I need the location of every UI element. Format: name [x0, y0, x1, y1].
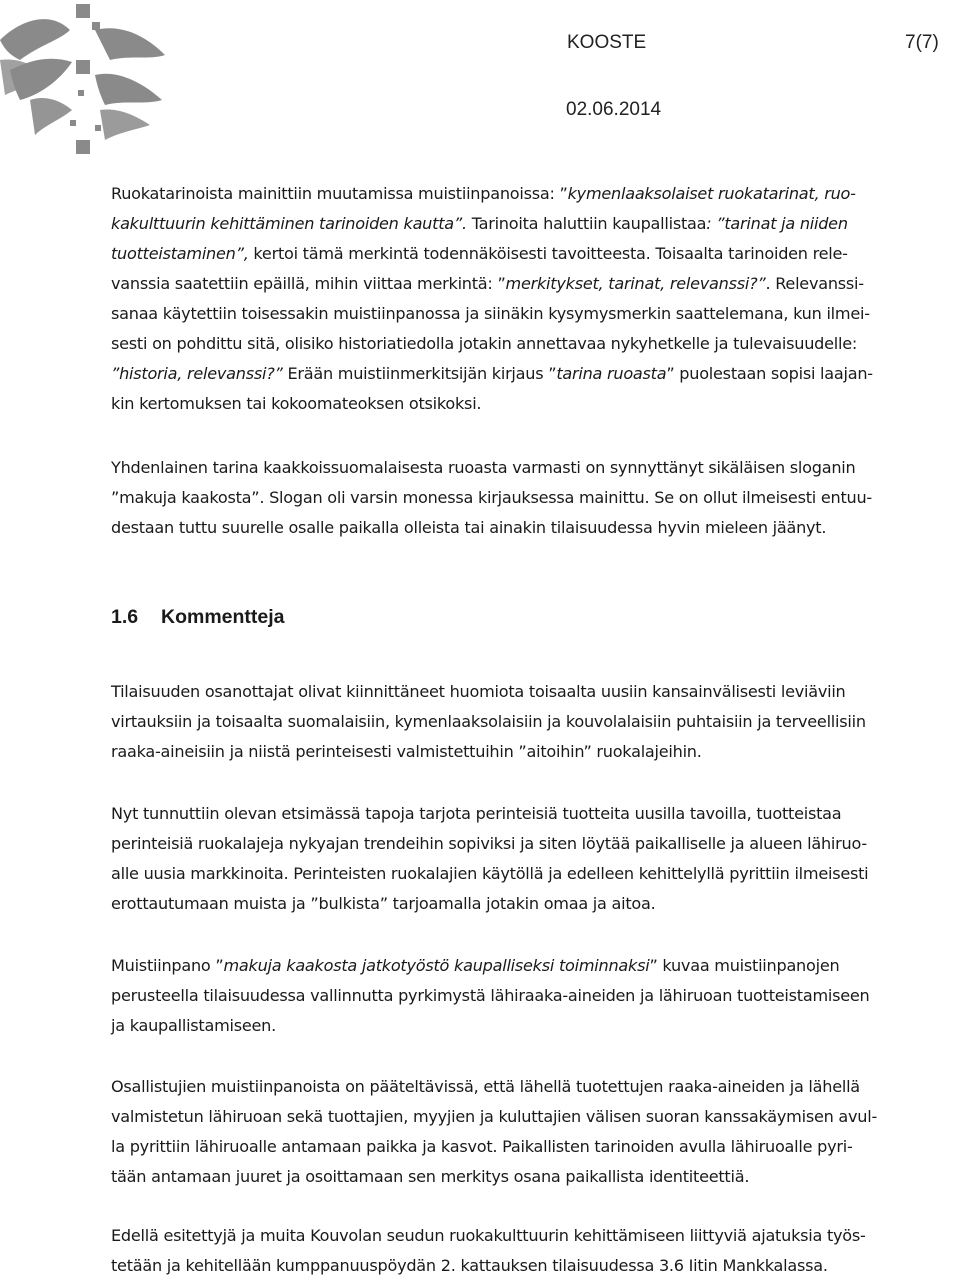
- text-line: vanssia saatettiin epäillä, mihin viittaa merkintä: ”merkitykset, tarinat, relevanssi?”. Relevanssi-: [111, 274, 864, 293]
- text-line: tetään ja kehitellään kumppanuuspöydän 2. kattauksen tilaisuudessa 3.6 Iitin Mankkalassa.: [111, 1256, 828, 1275]
- section-heading: [111, 606, 285, 629]
- document-title: KOOSTE: [567, 32, 647, 53]
- text-line: sanaa käytettiin toisessakin muistiinpanossa ja siinäkin kysymysmerkin saattelemana, kun ilmei-: [111, 304, 870, 323]
- text-line: tuotteistaminen”, kertoi tämä merkintä todennäköisesti tavoitteesta. Toisaalta tarinoiden rele-: [111, 244, 848, 263]
- text-line: Nyt tunnuttiin olevan etsimässä tapoja tarjota perinteisiä tuotteita uusilla tavoilla, tuotteistaa: [111, 804, 842, 823]
- paragraph-tarinat: [111, 179, 959, 419]
- text-line: virtauksiin ja toisaalta suomalaisiin, kymenlaaksolaisiin ja kouvolalaisiin puhtaisiin ja terveellisiin: [111, 712, 866, 731]
- text-line: Tilaisuuden osanottajat olivat kiinnittäneet huomiota toisaalta uusiin kansainvälisesti leviäviin: [111, 682, 846, 701]
- text-line: destaan tuttu suurelle osalle paikalla olleista tai ainakin tilaisuudessa hyvin mieleen jäänyt.: [111, 518, 827, 537]
- paragraph-slogan: [111, 453, 959, 543]
- paragraph-muistiinpano: [111, 951, 959, 1041]
- paragraph-tuotteistaminen: [111, 799, 959, 919]
- text-line: Edellä esitettyjä ja muita Kouvolan seudun ruokakulttuurin kehittämiseen liittyviä ajatuksia työs-: [111, 1226, 866, 1245]
- text-line: valmistetun lähiruoan sekä tuottajien, myyjien ja kuluttajien välisen suoran kanssakäymisen avul-: [111, 1107, 878, 1126]
- text-line: perusteella tilaisuudessa vallinnutta pyrkimystä lähiraaka-aineiden ja lähiruoan tuotteistamiseen: [111, 986, 870, 1005]
- paragraph-osallistujat: [111, 1072, 959, 1192]
- text-line: kin kertomuksen tai kokoomateoksen otsikoksi.: [111, 394, 482, 413]
- text-line: Osallistujien muistiinpanoista on pääteltävissä, että lähellä tuotettujen raaka-aineiden ja lähellä: [111, 1077, 860, 1096]
- text-line: tään antamaan juuret ja osoittamaan sen merkitys osana paikallista identiteettiä.: [111, 1167, 750, 1186]
- text-line: ”makuja kaakosta”. Slogan oli varsin monessa kirjauksessa mainittu. Se on ollut ilmeisesti entuu-: [111, 488, 872, 507]
- text-line: ja kaupallistamiseen.: [111, 1016, 276, 1035]
- text-line: Yhdenlainen tarina kaakkoissuomalaisesta ruoasta varmasti on synnyttänyt sikäläisen sloganin: [111, 458, 856, 477]
- text-line: Muistiinpano ”makuja kaakosta jatkotyöstö kaupalliseksi toiminnaksi” kuvaa muistiinpanojen: [111, 956, 840, 975]
- text-line: Ruokatarinoista mainittiin muutamissa muistiinpanoissa: ”kymenlaaksolaiset ruokatarinat, ruo-: [111, 184, 856, 203]
- text-line: raaka-aineisiin ja niistä perinteisesti valmistettuihin ”aitoihin” ruokalajeihin.: [111, 742, 702, 761]
- text-line: perinteisiä ruokalajeja nykyajan trendeihin sopiviksi ja siten löytää paikalliselle ja alueen lähiruo-: [111, 834, 867, 853]
- text-line: ”historia, relevanssi?” Erään muistiinmerkitsijän kirjaus ”tarina ruoasta” puolestaan sopisi laajan-: [111, 364, 873, 383]
- university-flame-logo: [0, 0, 170, 160]
- page-number: 7(7): [905, 32, 939, 53]
- text-line: erottautumaan muista ja ”bulkista” tarjoamalla jotakin omaa ja aitoa.: [111, 894, 656, 913]
- section-number: 1.6: [111, 606, 139, 628]
- paragraph-osanottajat: [111, 677, 959, 767]
- text-line: alle uusia markkinoita. Perinteisten ruokalajien käytöllä ja edelleen kehittelyllä pyrittiin ilmeisesti: [111, 864, 869, 883]
- text-line: la pyrittiin lähiruoalle antamaan paikka ja kasvot. Paikallisten tarinoiden avulla lähiruoalle pyri-: [111, 1137, 853, 1156]
- document-date: 02.06.2014: [566, 99, 662, 120]
- paragraph-jatko: [111, 1221, 959, 1281]
- text-line: kakulttuurin kehittäminen tarinoiden kautta”. Tarinoita haluttiin kaupallistaa: ”tarinat ja niiden: [111, 214, 848, 233]
- section-title: Kommentteja: [161, 606, 285, 628]
- text-line: sesti on pohdittu sitä, olisiko historiatiedolla jotakin annettavaa nykyhetkelle ja tulevaisuudelle:: [111, 334, 858, 353]
